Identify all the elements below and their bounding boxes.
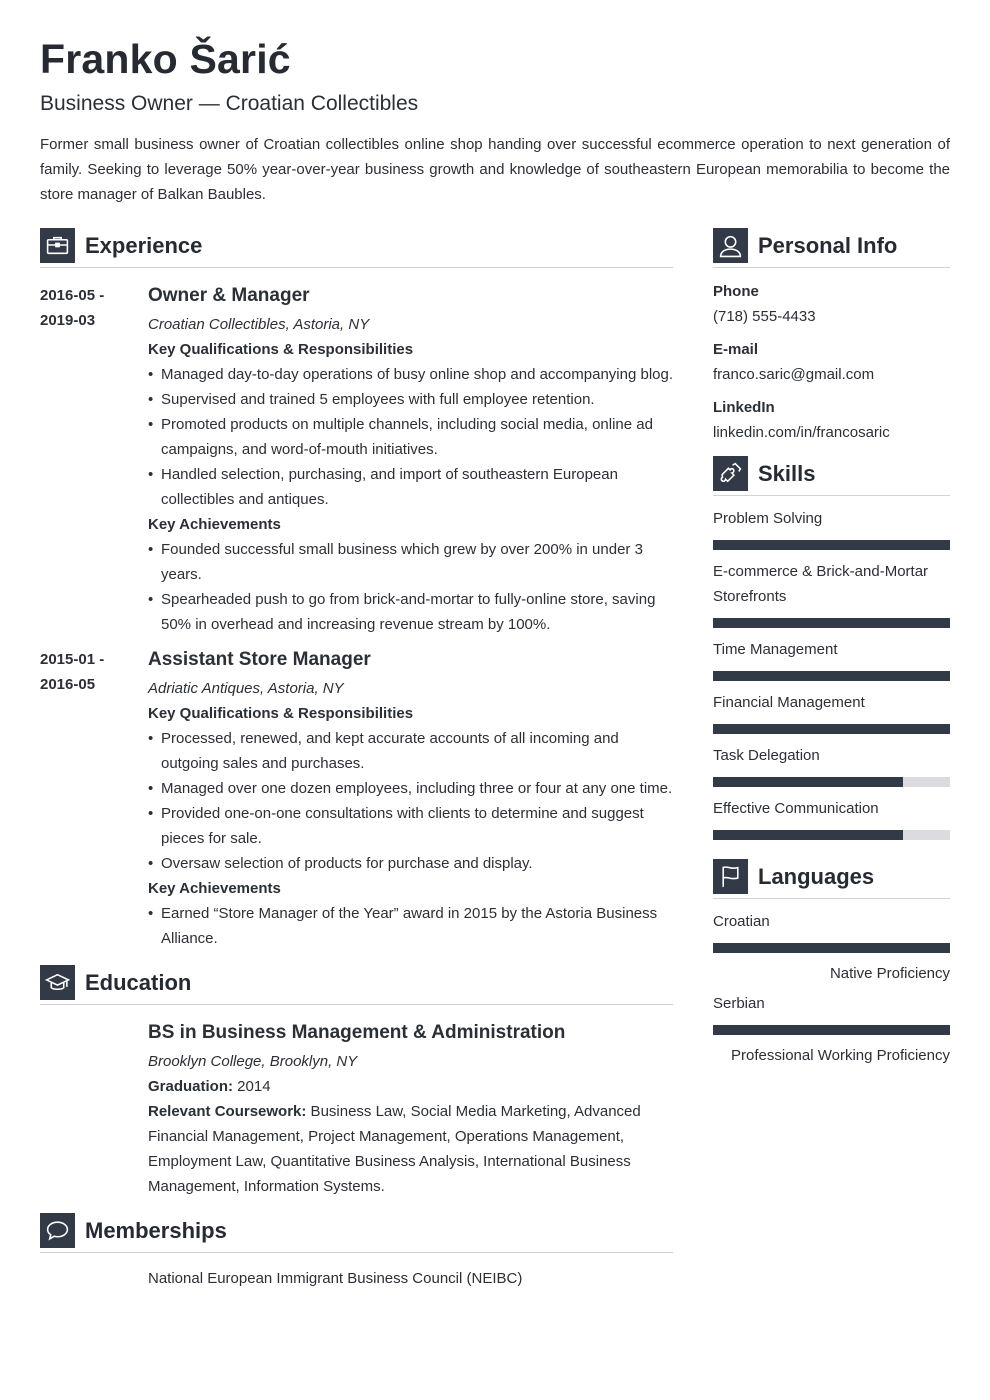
qualifications-heading: Key Qualifications & Responsibilities <box>148 705 414 722</box>
language-name: Serbian <box>713 995 765 1012</box>
education-divider <box>40 1004 673 1005</box>
graduation-line <box>148 1074 673 1099</box>
list-item: • Processed, renewed, and kept accurate accounts of all incoming and outgoing sales and purchases. <box>148 726 673 776</box>
list-item: • Promoted products on multiple channels, including social media, online ad campaigns, and word-of-mouth initiatives. <box>148 412 673 462</box>
degree-title: BS in Business Management & Administration <box>148 1022 566 1043</box>
resume-summary: Former small business owner of Croatian collectibles online shop handing over successful ecommerce operation to next generation of family. Seeking to leverage 50% year-over-year business growth and knowledge of southeastern European memorabilia to become the store manager of Balkan Baubles. <box>40 136 950 203</box>
skill-bar <box>713 777 950 787</box>
achievements-heading: Key Achievements <box>148 880 281 897</box>
skill-bar-fill <box>713 671 950 681</box>
email-value: franco.saric@gmail.com <box>713 366 875 383</box>
languages-section <box>713 859 950 1068</box>
personal-info-title: Personal Info <box>758 232 898 258</box>
job-dates <box>40 283 148 637</box>
skill-name: Time Management <box>713 641 838 658</box>
education-title: Education <box>85 969 192 995</box>
list-item: • Oversaw selection of products for purchase and display. <box>148 851 673 876</box>
skill-bar <box>713 671 950 681</box>
list-item: • Spearheaded push to go from brick-and-mortar to fully-online store, saving 50% in overhead and increasing revenue stream by 100%. <box>148 587 673 637</box>
achievements-list <box>148 901 673 951</box>
personal-info-section <box>713 228 950 445</box>
experience-section <box>40 228 673 951</box>
language-item <box>713 909 950 986</box>
experience-title: Experience <box>85 232 203 258</box>
coursework-value: Business Law, Social Media Marketing, Advanced Financial Management, Project Management, Operations Management, Employment Law, Quantitative Business Analysis, International Business Management, Information Systems. <box>148 1103 641 1195</box>
education-entry <box>148 1020 673 1199</box>
language-bar-fill <box>713 1025 950 1035</box>
phone-label: Phone <box>713 283 759 300</box>
coursework-label: Relevant Coursework: <box>148 1103 307 1120</box>
skill-item <box>713 637 950 681</box>
education-header <box>40 965 673 1000</box>
skills-title: Skills <box>758 460 816 486</box>
job-date-end: 2019-03 <box>40 312 96 329</box>
skill-item <box>713 743 950 787</box>
job-company: Adriatic Antiques, Astoria, NY <box>148 680 344 697</box>
list-item: • Managed day-to-day operations of busy online shop and accompanying blog. <box>148 362 673 387</box>
skill-bar-fill <box>713 618 950 628</box>
job-body <box>148 283 673 637</box>
language-bar <box>713 1025 950 1035</box>
languages-title: Languages <box>758 863 875 889</box>
skill-name: Effective Communication <box>713 800 879 817</box>
language-item <box>713 991 950 1068</box>
skill-bar-fill <box>713 777 903 787</box>
memberships-title: Memberships <box>85 1217 227 1243</box>
qualifications-list <box>148 362 673 512</box>
right-column <box>713 228 950 1068</box>
job-dates <box>40 647 148 951</box>
experience-divider <box>40 267 673 268</box>
qualifications-heading: Key Qualifications & Responsibilities <box>148 341 414 358</box>
graduation-label: Graduation: <box>148 1078 233 1095</box>
education-section <box>40 965 673 1199</box>
job-entry <box>40 283 673 637</box>
linkedin-label: LinkedIn <box>713 399 775 416</box>
person-icon <box>713 228 748 263</box>
email-label: E-mail <box>713 341 759 358</box>
languages-divider <box>713 898 950 899</box>
graduation-value: 2014 <box>233 1078 271 1095</box>
language-name: Croatian <box>713 913 770 930</box>
memberships-divider <box>40 1252 673 1253</box>
job-date-end: 2016-05 <box>40 676 96 693</box>
speech-bubble-icon <box>40 1213 75 1248</box>
achievements-list <box>148 537 673 637</box>
skill-bar <box>713 618 950 628</box>
list-item: • Founded successful small business which grew by over 200% in under 3 years. <box>148 537 673 587</box>
coursework-line <box>148 1099 673 1199</box>
skill-bar <box>713 830 950 840</box>
flag-icon <box>713 859 748 894</box>
list-item: • Handled selection, purchasing, and import of southeastern European collectibles and antiques. <box>148 462 673 512</box>
memberships-section <box>40 1213 673 1291</box>
skill-name: Financial Management <box>713 694 865 711</box>
skill-bar-fill <box>713 724 950 734</box>
job-title: Assistant Store Manager <box>148 649 371 670</box>
puzzle-piece-icon <box>713 456 748 491</box>
language-level: Native Proficiency <box>829 965 950 982</box>
job-title: Owner & Manager <box>148 285 310 306</box>
skills-section <box>713 456 950 840</box>
school-name: Brooklyn College, Brooklyn, NY <box>148 1053 358 1070</box>
list-item: • Earned “Store Manager of the Year” award in 2015 by the Astoria Business Alliance. <box>148 901 673 951</box>
memberships-header <box>40 1213 673 1248</box>
left-column <box>40 228 673 1291</box>
list-item: • Managed over one dozen employees, including three or four at any one time. <box>148 776 673 801</box>
achievements-heading: Key Achievements <box>148 516 281 533</box>
list-item: • Supervised and trained 5 employees with full employee retention. <box>148 387 673 412</box>
list-item: • Provided one-on-one consultations with clients to determine and suggest pieces for sale. <box>148 801 673 851</box>
skill-item <box>713 690 950 734</box>
linkedin-value: linkedin.com/in/francosaric <box>713 424 890 441</box>
skill-name: Problem Solving <box>713 510 823 527</box>
skill-bar <box>713 540 950 550</box>
job-company: Croatian Collectibles, Astoria, NY <box>148 316 370 333</box>
job-entry <box>40 647 673 951</box>
languages-header <box>713 859 950 894</box>
skill-bar <box>713 724 950 734</box>
membership-item: National European Immigrant Business Council (NEIBC) <box>148 1270 523 1287</box>
skill-item <box>713 506 950 550</box>
resume-headline: Business Owner — Croatian Collectibles <box>40 92 419 115</box>
skill-bar-fill <box>713 830 903 840</box>
language-bar-fill <box>713 943 950 953</box>
language-level: Professional Working Proficiency <box>731 1047 950 1064</box>
briefcase-icon <box>40 228 75 263</box>
skill-item <box>713 559 950 628</box>
personal-info-divider <box>713 267 950 268</box>
skills-divider <box>713 495 950 496</box>
qualifications-list <box>148 726 673 876</box>
skills-header <box>713 456 950 491</box>
job-date-start: 2016-05 - <box>40 287 105 304</box>
phone-value: (718) 555-4433 <box>713 308 816 325</box>
skill-name: E-commerce & Brick-and-Mortar Storefronts <box>713 563 929 605</box>
job-date-start: 2015-01 - <box>40 651 105 668</box>
personal-info-header <box>713 228 950 263</box>
graduation-cap-icon <box>40 965 75 1000</box>
language-bar <box>713 943 950 953</box>
experience-header <box>40 228 673 263</box>
skill-bar-fill <box>713 540 950 550</box>
skill-name: Task Delegation <box>713 747 820 764</box>
job-body <box>148 647 673 951</box>
resume-name: Franko Šarić <box>40 36 291 82</box>
skill-item <box>713 796 950 840</box>
